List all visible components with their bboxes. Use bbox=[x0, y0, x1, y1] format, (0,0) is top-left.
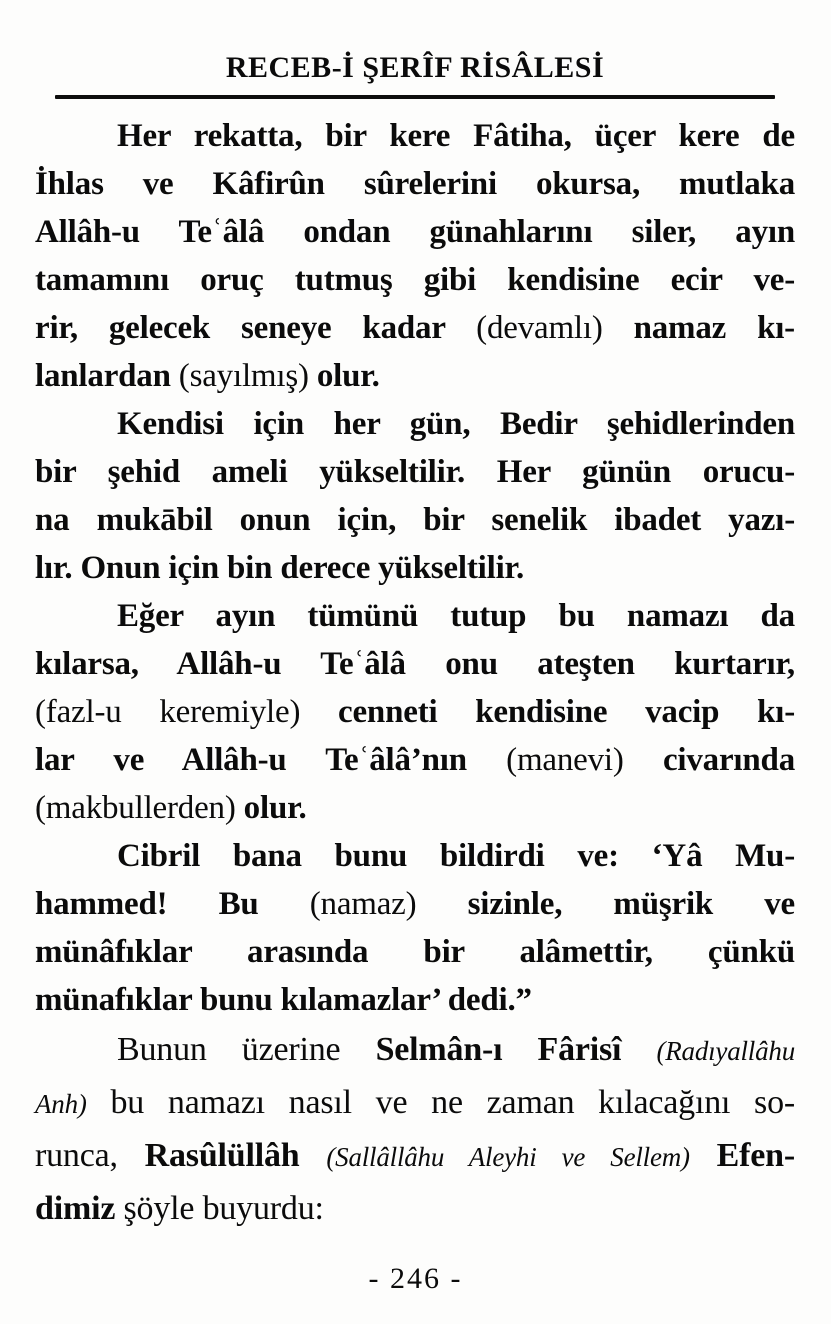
text-segment: olur. bbox=[235, 790, 307, 826]
text-segment: rir, gelecek seneye kadar bbox=[35, 310, 477, 346]
text-segment: şöyle buyurdu: bbox=[123, 1190, 324, 1227]
text-line bbox=[35, 736, 795, 784]
text-line bbox=[35, 400, 795, 448]
page-number: - 246 - bbox=[368, 1262, 463, 1295]
text-segment: Eğer ayın tümünü tutup bu namazı da bbox=[117, 598, 795, 634]
text-segment: (makbullerden) bbox=[35, 790, 236, 826]
paragraph bbox=[35, 832, 795, 1024]
text-line bbox=[35, 592, 795, 640]
text-line bbox=[35, 544, 795, 592]
body-text bbox=[35, 112, 795, 1234]
text-segment: runca, bbox=[35, 1137, 145, 1174]
text-line bbox=[35, 352, 795, 400]
text-segment: kılarsa, Allâh-u Teʿâlâ onu ateşten kurtarır, bbox=[35, 646, 795, 682]
text-line bbox=[35, 1183, 795, 1234]
text-segment: dimiz bbox=[35, 1190, 124, 1227]
text-segment: Efen- bbox=[689, 1137, 796, 1174]
paragraph bbox=[35, 400, 795, 592]
text-line bbox=[35, 832, 795, 880]
text-segment: na mukābil onun için, bir senelik ibadet yazı- bbox=[35, 502, 795, 538]
text-line bbox=[35, 112, 795, 160]
text-segment: (fazl-u keremiyle) bbox=[35, 694, 301, 730]
text-segment: namaz kı- bbox=[602, 310, 795, 346]
text-segment: Anh) bbox=[35, 1089, 87, 1119]
text-segment: hammed! Bu bbox=[35, 886, 310, 922]
text-line bbox=[35, 448, 795, 496]
text-segment: tamamını oruç tutmuş gibi kendisine ecir ve- bbox=[35, 262, 795, 298]
text-line bbox=[35, 784, 795, 832]
paragraph bbox=[35, 1024, 795, 1234]
text-segment: lır. Onun için bin derece yükseltilir. bbox=[35, 550, 525, 586]
text-line bbox=[35, 160, 795, 208]
paragraph bbox=[35, 112, 795, 400]
text-segment: Kendisi için her gün, Bedir şehidlerinden bbox=[117, 406, 795, 442]
text-segment: Selmân-ı Fârisî bbox=[375, 1031, 657, 1068]
text-segment: (manevi) bbox=[506, 742, 624, 778]
text-segment: (Sallâllâhu Aleyhi ve Sellem) bbox=[326, 1142, 690, 1172]
page-header bbox=[35, 50, 795, 99]
text-line bbox=[35, 208, 795, 256]
page-title: RECEB-İ ŞERÎF RİSÂLESİ bbox=[225, 51, 605, 84]
text-line bbox=[35, 880, 795, 928]
text-segment: İhlas ve Kâfirûn sûrelerini okursa, mutlaka bbox=[35, 166, 795, 202]
text-line bbox=[35, 256, 795, 304]
text-line bbox=[35, 304, 795, 352]
text-segment: bu namazı nasıl ve ne zaman kılacağını so- bbox=[86, 1084, 795, 1121]
text-segment: (Radıyallâhu bbox=[656, 1036, 796, 1066]
text-segment: sizinle, müşrik ve bbox=[416, 886, 795, 922]
text-line bbox=[35, 928, 795, 976]
text-segment: münafıklar bunu kılamazlar’ dedi.” bbox=[35, 982, 532, 1018]
header-rule bbox=[55, 95, 775, 99]
text-line bbox=[35, 1077, 795, 1130]
text-line bbox=[35, 688, 795, 736]
paragraph bbox=[35, 592, 795, 832]
text-segment: (devamlı) bbox=[476, 310, 603, 346]
text-segment: Bunun üzerine bbox=[117, 1031, 376, 1068]
text-segment: cenneti kendisine vacip kı- bbox=[300, 694, 795, 730]
text-segment: Her rekatta, bir kere Fâtiha, üçer kere de bbox=[117, 118, 795, 154]
text-segment: Allâh-u Teʿâlâ ondan günahlarını siler, ayın bbox=[35, 214, 795, 250]
page-footer bbox=[0, 1262, 831, 1296]
text-segment: Rasûlüllâh bbox=[144, 1137, 327, 1174]
text-segment: bir şehid ameli yükseltilir. Her günün orucu- bbox=[35, 454, 795, 490]
text-segment: civarında bbox=[623, 742, 795, 778]
text-segment: (sayılmış) bbox=[178, 358, 309, 394]
text-segment: olur. bbox=[308, 358, 380, 394]
text-segment: lar ve Allâh-u Teʿâlâ’nın bbox=[35, 742, 507, 778]
text-line bbox=[35, 1024, 795, 1077]
text-line bbox=[35, 640, 795, 688]
text-segment: lanlardan bbox=[35, 358, 179, 394]
text-line bbox=[35, 976, 795, 1024]
text-line bbox=[35, 1130, 795, 1183]
text-segment: Cibril bana bunu bildirdi ve: ‘Yâ Mu- bbox=[117, 838, 795, 874]
text-segment: münâfıklar arasında bir alâmettir, çünkü bbox=[35, 934, 795, 970]
text-line bbox=[35, 496, 795, 544]
text-segment: (namaz) bbox=[309, 886, 417, 922]
